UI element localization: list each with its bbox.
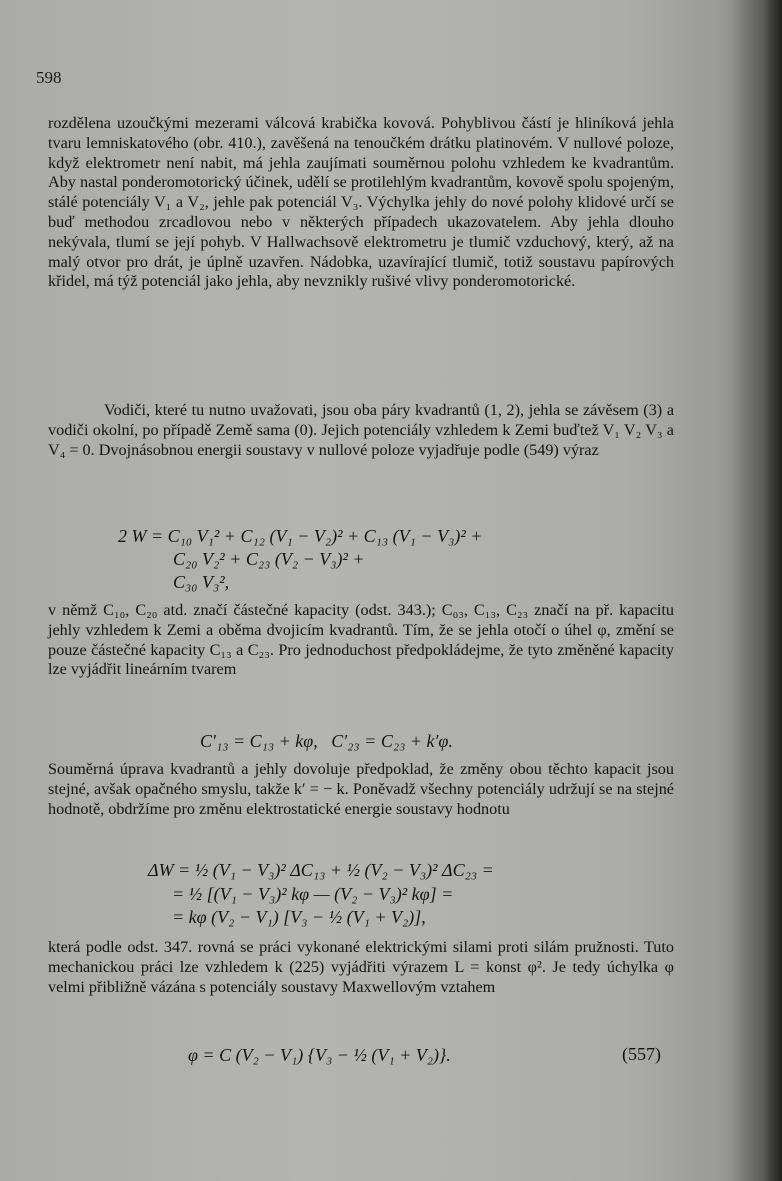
formula-maxwell: φ = C (V₂ − V₁) {V₃ − ½ (V₁ + V₂)}. xyxy=(188,1045,451,1065)
paragraph-1-text: rozdělena uzoučkými mezerami válcová krabička kovová. Pohyblivou částí je hliníková jehla tvaru lemniskatového (obr. 410.), zavěšená na tenoučkém drátku platinovém. V nullové poloze, když elektrometr není nabit, má jehla zaujímati souměrnou polohu vzhledem ke kvadrantům. Aby nastal ponderomotorický účinek, udělí se protilehlým kvadrantům, kovově spolu spojeným, stálé potenciály V₁ a V₂, jehle pak potenciál V₃. Výchylka jehly do nové polohy klidové určí se buď methodou zrcadlovou nebo v některých případech ukazovatelem. Aby jehla dlouho nekývala, tlumí se její pohyb. V Hallwachsově elektrometru je tlumič vzduchový, který, až na malý otvor pro drát, je úplně uzavřen. Nádobka, uzavírající tlumič, totiž soustavu papírových křidel, má týž potenciál jako jehla, aby nevznikly rušivé vlivy ponderomotorické. xyxy=(48,114,674,291)
paragraph-3 xyxy=(48,601,674,680)
paragraph-5 xyxy=(48,938,674,997)
equation-number: (557) xyxy=(622,1044,661,1064)
formula-energy-line-3: C₃₀ V₃², xyxy=(173,572,230,592)
formula-energy-line-1: 2 W = C₁₀ V₁² + C₁₂ (V₁ − V₂)² + C₁₃ (V₁ − V₃)² + xyxy=(118,526,483,546)
paragraph-1 xyxy=(48,114,674,292)
formula-energy-change-line-3: = kφ (V₂ − V₁) [V₃ − ½ (V₁ + V₂)], xyxy=(172,907,426,927)
formula-energy-line-2: C₂₀ V₂² + C₂₃ (V₂ − V₃)² + xyxy=(173,549,365,569)
paragraph-5-text: která podle odst. 347. rovná se práci vykonané elektrickými silami proti silám pružnosti. Tuto mechanickou práci lze vzhledem k (225) vyjádřiti výrazem L = konst φ². Je tedy úchylka φ velmi přibližně vázána s potenciály soustavy Maxwellovým vztahem xyxy=(48,938,674,996)
paragraph-2-text: Vodiči, které tu nutno uvažovati, jsou oba páry kvadrantů (1, 2), jehla se závěsem (3) a vodiči okolní, po případě Země sama (0). Jejich potenciály vzhledem k Zemi buďtež V₁ V₂ V₃ a V₄ = 0. Dvojnásobnou energii soustavy v nullové poloze vyjadřuje podle (549) výraz xyxy=(48,401,674,459)
paragraph-4 xyxy=(48,760,674,819)
formula-capacities: C′₁₃ = C₁₃ + kφ, C′₂₃ = C₂₃ + k′φ. xyxy=(200,731,453,751)
page-number: 598 xyxy=(36,68,62,87)
formula-energy-change-line-1: ΔW = ½ (V₁ − V₃)² ΔC₁₃ + ½ (V₂ − V₃)² ΔC₂₃ = xyxy=(148,860,494,880)
paragraph-3-text: v němž C₁₀, C₂₀ atd. značí částečné kapacity (odst. 343.); C₀₃, C₁₃, C₂₃ značí na př. kapacitu jehly vzhledem k Zemi a oběma dvojicím kvadrantů. Tím, že se jehla otočí o úhel φ, změní se pouze částečné kapacity C₁₃ a C₂₃. Pro jednoduchost předpokládejme, že tyto změněné kapacity lze vyjádřit lineárním tvarem xyxy=(48,601,674,679)
page-edge-shadow xyxy=(732,0,782,1181)
paragraph-4-text: Souměrná úprava kvadrantů a jehly dovoluje předpoklad, že změny obou těchto kapacit jsou stejné, avšak opačného smyslu, takže k′ = − k. Poněvadž všechny potenciály udržují se na stejné hodnotě, obdržíme pro změnu elektrostatické energie soustavy hodnotu xyxy=(48,760,674,818)
formula-energy-change-line-2: = ½ [(V₁ − V₃)² kφ — (V₂ − V₃)² kφ] = xyxy=(172,884,454,904)
paragraph-2 xyxy=(48,401,674,460)
